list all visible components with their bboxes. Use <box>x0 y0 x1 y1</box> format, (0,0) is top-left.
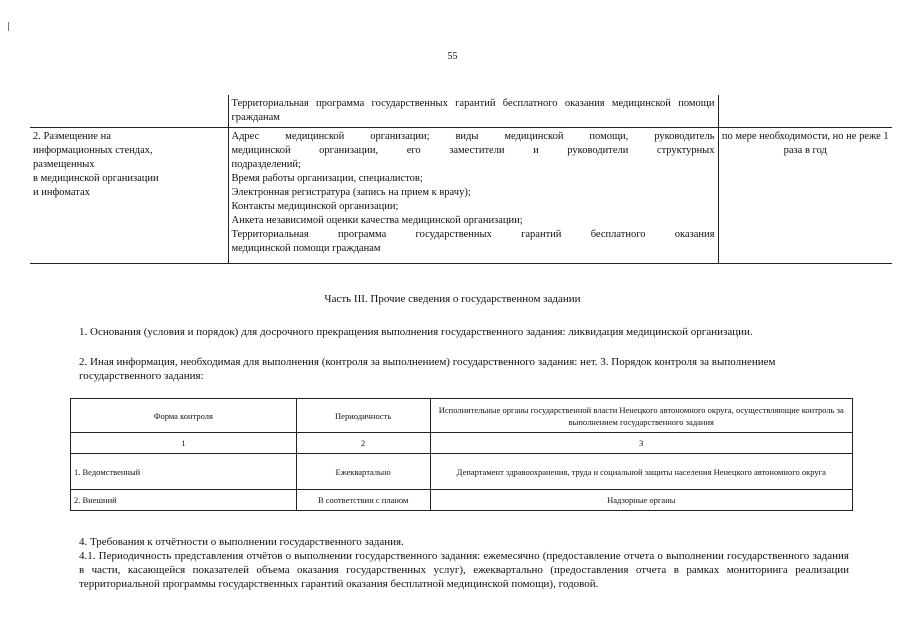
paragraph-2: 2. Иная информация, необходимая для выполнения (контроля за выполнением) государственного задания: нет. 3. Порядок контроля за выполнением государственного задания: <box>79 356 776 382</box>
line: информационных стендах, <box>33 145 153 156</box>
line: Контакты медицинской организации; <box>231 201 399 212</box>
table-cell: Департамент здравоохранения, труда и социальной защиты населения Ненецкого автономного округа <box>430 454 852 490</box>
line: Адрес медицинской организации; виды медицинской помощи, руководитель <box>231 131 715 142</box>
placement-frequency-cell: по мере необходимости, но не реже 1 раза в год <box>718 128 892 264</box>
column-number: 1 <box>71 433 297 454</box>
line: медицинской помощи гражданам <box>231 243 381 254</box>
line: Электронная регистратура (запись на прием к врачу); <box>231 187 471 198</box>
table-row <box>71 454 853 490</box>
table-cell: 1. Ведомственный <box>71 454 297 490</box>
line: в медицинской организации <box>33 173 159 184</box>
paragraph-1: 1. Основания (условия и порядок) для досрочного прекращения выполнения государственного задания: ликвидация медицинской организации. <box>79 326 753 338</box>
section-4-title: 4. Требования к отчётности о выполнении государственного задания. <box>79 536 404 548</box>
line: подразделений; <box>231 159 301 170</box>
scan-mark <box>8 22 9 31</box>
section-4-body: 4.1. Периодичность представления отчётов о выполнении государственного задания: ежемесячно (предоставление отчета о выполнении государственного задания в части, касающейся показателей объема оказания государственных услуг), ежеквартально (предоставления отчета в рамках мониторинга реализации территориальной программы государственных гарантий оказания бесплатной медицинской помощи), годовой. <box>79 550 849 590</box>
line: 2. Размещение на <box>33 131 111 142</box>
info-placement-table <box>30 95 892 264</box>
part3-title: Часть III. Прочие сведения о государственном задании <box>324 293 581 305</box>
table-cell: Ежеквартально <box>296 454 430 490</box>
table-cell <box>718 95 892 128</box>
table-row <box>71 490 853 511</box>
table-cell: 2. Внешний <box>71 490 297 511</box>
line: размещенных <box>33 159 95 170</box>
table-cell <box>30 95 228 128</box>
column-number: 3 <box>430 433 852 454</box>
line: медицинской организации, его заместители и руководители структурных <box>231 145 715 156</box>
placement-method-cell <box>30 128 228 264</box>
placement-content-cell <box>228 128 718 264</box>
line: Территориальная программа государственных гарантий бесплатного оказания <box>231 229 715 240</box>
line: Время работы организации, специалистов; <box>231 173 423 184</box>
column-number: 2 <box>296 433 430 454</box>
table-cell: В соответствии с планом <box>296 490 430 511</box>
table-cell: Надзорные органы <box>430 490 852 511</box>
line: и инфоматах <box>33 187 90 198</box>
column-header: Исполнительные органы государственной власти Ненецкого автономного округа, осуществляющие контроль за выполнением государственного задания <box>430 399 852 433</box>
table-row <box>30 95 892 128</box>
section-4 <box>79 535 849 591</box>
table-header-row <box>71 399 853 433</box>
page-number: 55 <box>447 51 458 62</box>
line: Анкета независимой оценки качества медицинской организации; <box>231 215 523 226</box>
table-cell: Территориальная программа государственных гарантий бесплатного оказания медицинской помощи гражданам <box>228 95 718 128</box>
column-header: Периодичность <box>296 399 430 433</box>
column-header: Форма контроля <box>71 399 297 433</box>
control-table <box>70 398 853 511</box>
table-number-row <box>71 433 853 454</box>
table-row <box>30 128 892 264</box>
